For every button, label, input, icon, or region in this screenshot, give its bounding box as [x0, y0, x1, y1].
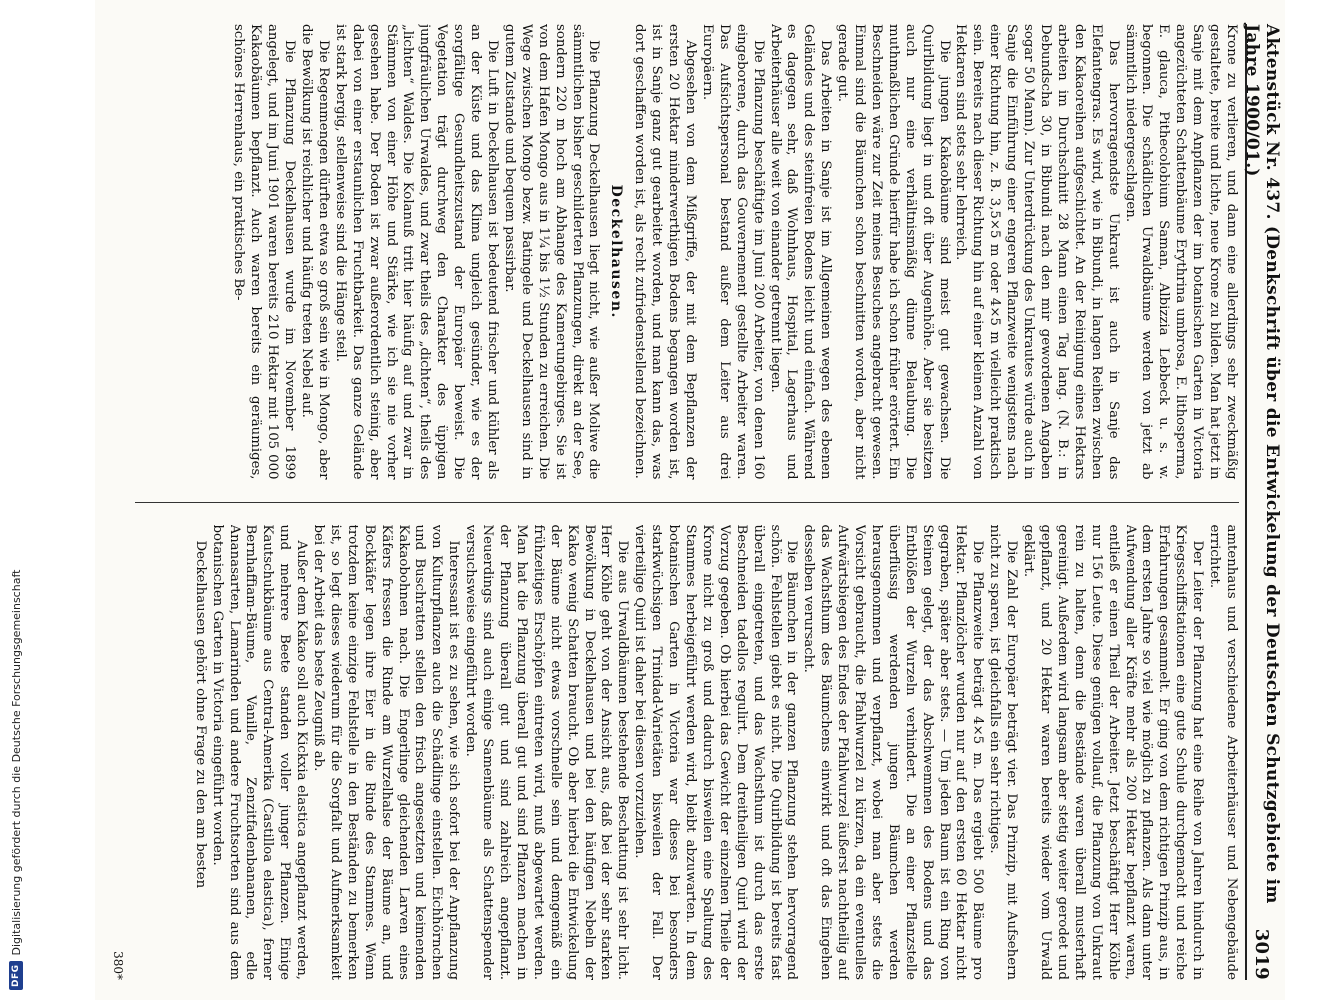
dfg-logo-icon: DFG	[9, 961, 23, 990]
section-heading: Deckelhausen.	[608, 184, 625, 319]
credit-text: Digitalisierung gefördert durch die Deutsche Forschungsgemeinschaft	[9, 569, 23, 956]
paragraph: Die Pflanzung Deckelhausen wurde im November 1899 angelegt, und im Juni 1901 waren bereits 210 Hektar mit 105 000 Kakaobäumen bepflanzt. Auch waren bereits ein geräumiges, schönes Herrenhaus, ein praktisches Be-	[231, 24, 298, 480]
paragraph: Der Leiter der Pflanzung hat eine Reihe von Jahren hindurch in Kriegsschiffstationen eine gute Schule durchgemacht und reiche Erfahrungen gesammelt. Er ging von dem richtigen Prinzip aus, in dem ersten Jahre so viel wie möglich zu pflanzen. Als dann unter Aufwendung aller Kräfte mehr als 200 Hektar bepflanzt waren, entließ er einen Theil der Arbeiter. Jetzt beschäftigt Herr Köhle nur 156 Leute. Diese genügen vollauf, die Pflanzung von Unkraut rein zu halten, denn die Bestände waren überall musterhaft gereinigt. Außerdem wird langsam aber stetig weiter gerodet und gepflanzt, und 20 Hektar waren bereits wieder vom Urwald geklärt.	[1021, 524, 1206, 980]
paragraph: Außer dem Kakao soll auch Kickxia elastica angepflanzt werden, und mehrere Beete standen voller junger Pflanzen. Einige Kautschukbäume aus Central-Amerika (Castilloa elastica), ferner Bernhaffiam-Bäume, Vanille, Zenzitfadenbananen, edle Ananasarten, Lamarinden und andere Fruchtsorten sind aus dem botanischen Garten in Victoria eingeführt worden.	[209, 524, 310, 980]
paragraph: Deckelhausen gehört ohne Frage zu den am besten	[192, 540, 208, 889]
page-number: 3019	[1251, 928, 1273, 980]
paragraph: Die Pflanzung beschäftigte im Juni 200 Arbeiter, von denen 160 eingeborene, durch das Gouvernement gestellte Arbeiter waren. Das Aufsichtspersonal bestand außer dem Leiter aus drei Europäern.	[699, 24, 766, 480]
digitization-credit	[4, 0, 28, 990]
paragraph: Die Bäumchen in der ganzen Pflanzung stehen hervorragend schön. Fehlstellen giebt es nicht. Die Quirlbildung ist bereits fast überall eingetreten, und das Wachsthum ist durch das erste Beschneiden tadellos regulirt. Dem dreitheiligen Quirl wird der Vorzug gegeben. Ob hierbei das Gewicht der einzelnen Theile der Krone nicht zu groß und dadurch bisweilen eine Spaltung des Stammes herbeigeführt werden wird, bleibt abzuwarten. In dem botanischen Garten in Victoria war dieses bei besonders starkwüchsigen Trinidad-Varietäten bisweilen der Fall. Der vierteilige Quirl ist daher bei diesen vorzuziehen.	[632, 524, 800, 980]
right-column	[135, 525, 1239, 981]
document-page	[95, 0, 1285, 1000]
paragraph: Die Zahl der Europäer beträgt vier. Das Prinzip, mit Aufsehern nicht zu sparen, ist gleichfalls ein sehr richtiges.	[987, 524, 1020, 980]
left-column	[135, 24, 1239, 480]
paragraph: Die aus Urwaldbäumen bestehende Beschattung ist sehr licht. Herr Köhle geht von der Ansicht aus, daß bei der sehr starken Bewölkung in Deckelhausen und bei den häufigen Nebeln der Kakao wenig Schatten braucht. Ob aber hierbei die Entwickelung der Bäume nicht etwas vorschnelle sein und demgemäß ein frühzeitiges Erschöpfen eintreten wird, muß abgewartet werden. Man hat die Pflanzung überall gut und sind Pflanzen machen in der Pflanzung überall gut und sind zahlreich angepflanzt. Neuerdings sind auch einige Samenbäume als Schattenspender versuchsweise eingeführt worden.	[463, 524, 631, 980]
text-columns	[135, 24, 1239, 980]
paragraph: Die Regenmengen dürften etwa so groß sein wie in Mongo, aber die Bewölkung ist reichlicher und häufig treten Nebel auf.	[299, 24, 331, 480]
footer-signature: 380*	[111, 951, 125, 980]
column-divider	[135, 502, 1239, 503]
page-title: Aktenstück Nr. 437. (Denkschrift über die Entwickelung der Deutschen Schutzgebiete im Jahre 1900/01.)	[1242, 24, 1282, 904]
paragraph: Die Pflanzweite beträgt 4×5 m. Das ergiebt 500 Bäume pro Hektar. Pflanzlöcher wurden nur auf den ersten 60 Hektar nicht gegraben, später aber stets. — Um jeden Baum ist ein Ring von Steinen gelegt, der das Abschwemmen des Bodens und das Entblößen der Wurzeln verhindert. Die an einer Pflanzstelle überflüssig werdenden jungen Bäumchen werden herausgenommen und verpflanzt, wobei man aber stets die Vorsicht gebraucht, die Pfahlwurzel zu kürzen, da ein eventuelles Aufwärtsbiegen des Endes der Pfahlwurzel äußerst nachtheilig auf das Wachsthum des Bäumchens einwirkt und oft das Eingehen desselben verursacht.	[801, 524, 986, 980]
paragraph: Krone zu verlieren, und dann eine allerdings sehr zweckmäßig gestaltete, breite und lichte, neue Krone zu bilden. Man hat jetzt in Sanje mit dem Anpflanzen der im botanischen Garten in Victoria angezüchteten Schattenbäume Erythrina umbrosa, E. lithosperma, E. glauca, Pithecolobium Saman, Albizzia Lebbeck u. s. w. begonnen. Die schädlichen Urwaldbäume werden von jetzt ab sämmtlich niedergeschlagen.	[1122, 24, 1239, 480]
page-viewport	[95, 0, 1285, 1000]
paragraph: Interessant ist es zu sehen, wie sich sofort bei der Anpflanzung von Kulturpflanzen auch die Schädlinge einstellen. Eichhörnchen und Buschratten stellen den frisch angesetzten und keimenden Kakaobohnen nach. Die Engerlinge gleichenden Larven eines Käfers fressen die Rinde am Wurzelhalse der Bäume an, und Bockkäfer legen ihre Eier in die Rinde des Stammes. Wenn trotzdem keine einzige Fehlstelle in den Beständen zu bemerken ist, so legt dieses wiederum für die Sorgfalt und Aufmerksamkeit bei der Arbeit das beste Zeugniß ab.	[311, 524, 462, 980]
paragraph: amtenhaus und verschiedene Arbeiterhäuser und Nebengebäude errichtet.	[1207, 524, 1239, 980]
paragraph: Das hervorragendste Unkraut ist auch in Sanje das Elefantengras. Es wird, wie in Bibundi, in langen Reihen zwischen den Kakaoreihen aufgeschichtet. An der Reinigung eines Hektars arbeiten im Durchschnitt 28 Mann einen Tag lang. (N. B.: in Debundscha 30, in Bibundi nach den mir gewordenen Angaben sogar 50 Mann). Zur Unterdrückung des Unkrautes würde auch in Sanje die Einführung einer engeren Pflanzweite wenigstens nach einer Richtung hin, z. B. 3,5×5 m oder 4×5 m vielleicht praktisch sein. Bereits nach dieser Richtung hin auf einer kleinen Anzahl von Hektaren sind stets sehr lehrreich.	[953, 24, 1121, 480]
page-footer	[107, 0, 125, 980]
paragraph: Die jungen Kakaobäume sind meist gut gewachsen. Die Quirlbildung liegt in und oft über Augenhöhe. Aber sie besitzen auch nur eine verhältnismäßig dünne Belaubung. Die muthmaßlichen Gründe hierfür habe ich schon früher erörtert. Ein Beschneiden wäre zur Zeit meines Besuches angebracht gewesen. Einmal sind die Bäumchen schon beschnitten worden, aber nicht gerade gut.	[835, 24, 952, 480]
paragraph: Die Pflanzung Deckelhausen liegt nicht, wie außer Moliwe die sämmtlichen bisher geschilderten Pflanzungen, direkt an der See, sondern 220 m hoch am Abhange des Kamerungebirges. Sie ist von dem Hafen Mongo aus in 1¼ bis 1½ Stunden zu erreichen. Die Wege zwischen Mongo bezw. Batingele und Deckelhausen sind in gutem Zustande und bequem passirbar.	[501, 24, 602, 480]
paragraph: Abgesehen von dem Mißgriffe, der mit dem Bepflanzen der ersten 20 Hektar minderwerthigen Bodens begangen worden ist, ist in Sanje ganz gut gearbeitet worden, und man kann das, was dort geschaffen worden ist, als recht zufriedenstellend bezeichnen.	[632, 24, 698, 480]
page-header	[1242, 24, 1282, 980]
paragraph: Die Luft in Deckelhausen ist bedeutend frischer und kühler als an der Küste und das Klima ungleich gesünder, wie es der sorgfältige Gesundheitszustand der Europäer beweist. Die Vegetation trägt durchweg den Charakter des üppigen jungfräulichen Urwaldes, und zwar theils des „dichten“, theils des „lichten“ Waldes. Die Kolanuß tritt hier häufig auf und zwar in Stämmen von einer Höhe und Stärke, wie ich sie nie vorher gesehen habe. Der Boden ist zwar außerordentlich steinig, aber dabei von einer erstaunlichen Fruchtbarkeit. Das ganze Gelände ist stark bergig, stellenweise sind die Hänge steil.	[332, 24, 501, 480]
paragraph: Das Arbeiten in Sanje ist im Allgemeinen wegen des ebenen Geländes und des steinfreien Bodens leicht und einfach. Während es dagegen sehr, daß Wohnhaus, Hospital, Lagerhaus und Arbeiterhäuser alle weit von einander getrennt liegen.	[767, 24, 834, 480]
sidebar-strip	[0, 0, 24, 1000]
